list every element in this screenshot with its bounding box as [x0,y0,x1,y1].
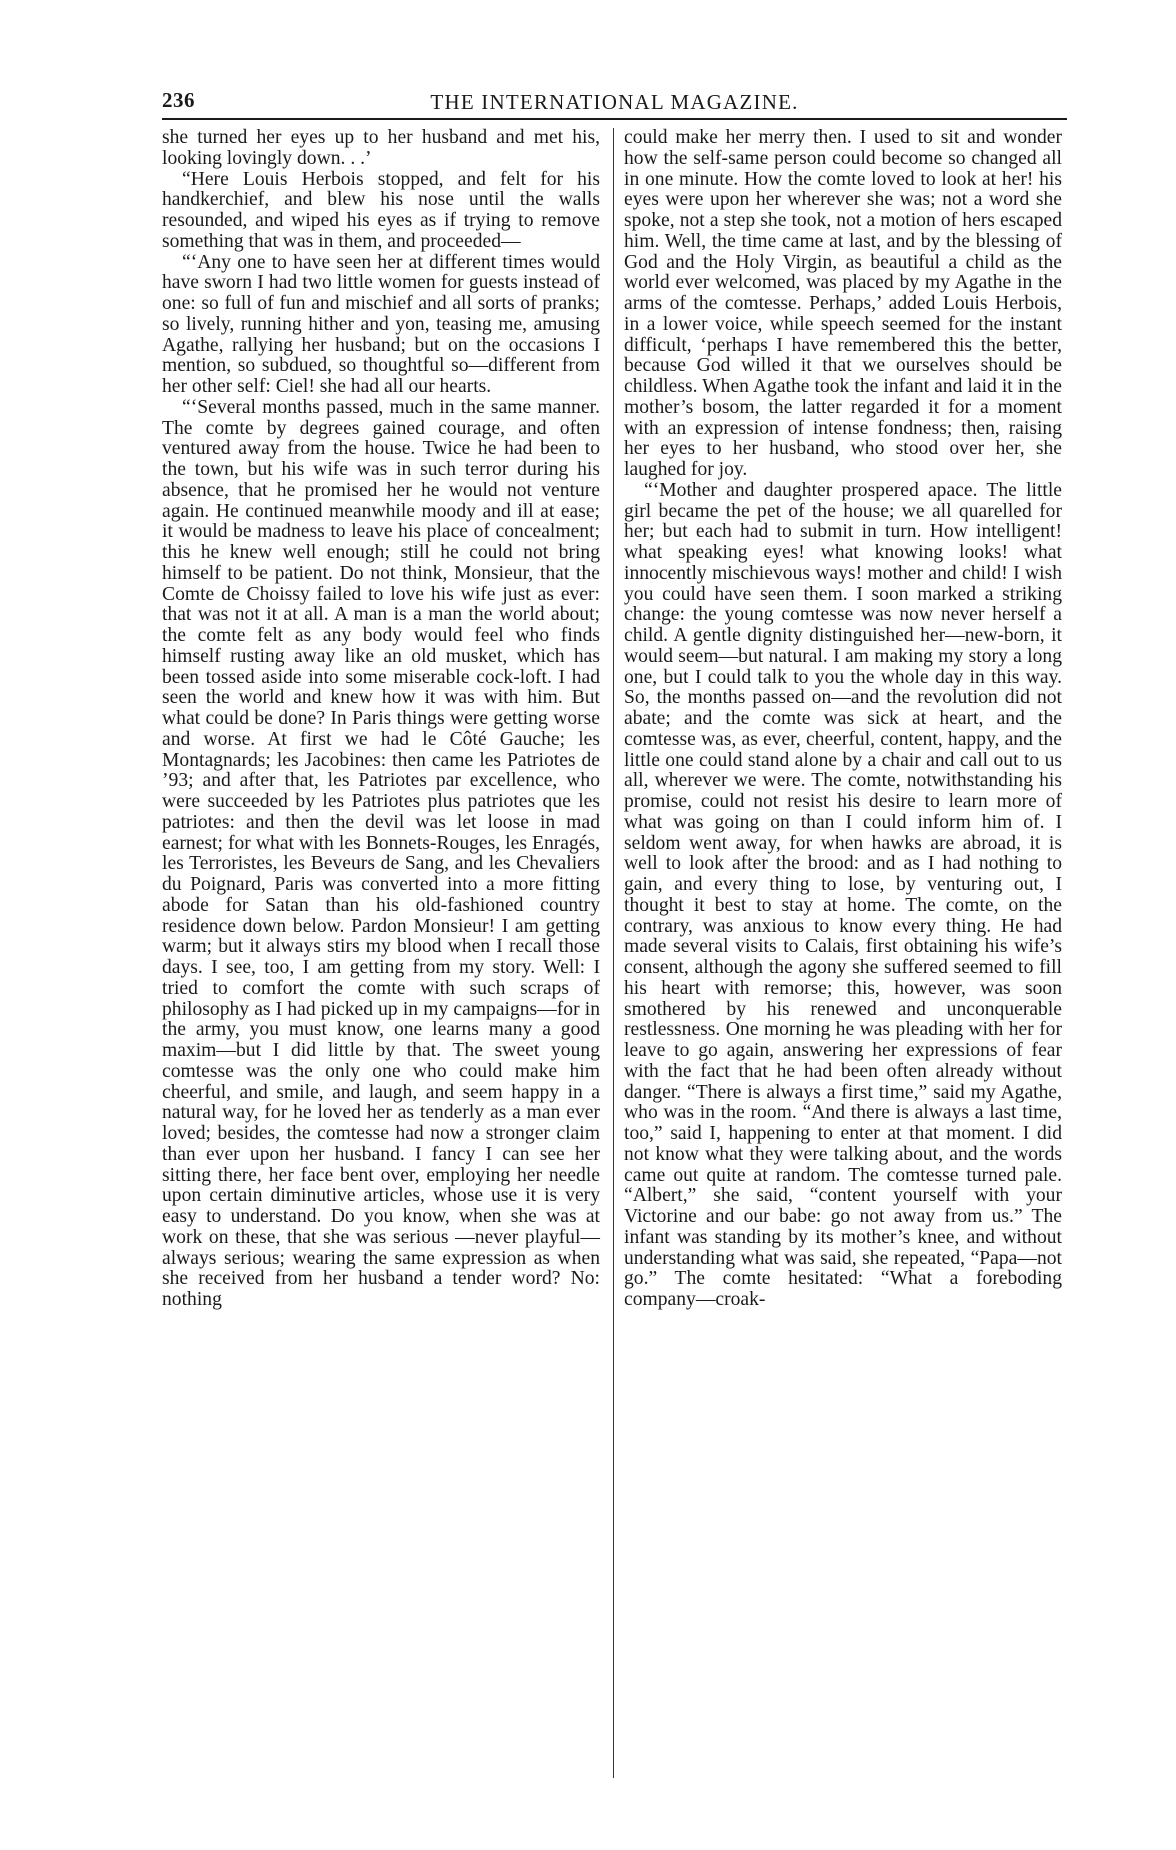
column-divider [613,128,614,1778]
paragraph: “‘Any one to have seen her at different times would have sworn I had two little women for guests instead of one: so full of fun and mischief and all sorts of pranks; so lively, running hither and yon, teasing me, amusing Agathe, rallying her husband; but on the occasions I mention, so subdued, so thoughtful so—different from her other self: Ciel! she had all our hearts. [162,251,600,397]
paragraph: she turned her eyes up to her husband and met his, looking lovingly down. . .’ [162,127,600,169]
text-columns [162,128,1067,1788]
paragraph: “‘Several months passed, much in the same manner. The comte by degrees gained courage, and often ventured away from the house. Twice he had been to the town, but his wife was in such terror during his absence, that he promised her he would not venture again. He continued meanwhile moody and ill at ease; it would be madness to leave his place of concealment; this he knew well enough; still he could not bring himself to be patient. Do not think, Monsieur, that the Comte de Choissy failed to love his wife just as ever: that was not it at all. A man is a man the world about; the comte felt as any body would feel who finds himself rusting away like an old musket, which has been tossed aside into some miserable cock-loft. I had seen the world and knew how it was with him. But what could be done? In Paris things were getting worse and worse. At first we had le Côté Gauche; les Montagnards; les Jacobines: then came les Patriotes de ’93; and after that, les Patriotes par excellence, who were succeeded by les Patriotes plus patriotes que les patriotes: and then the devil was let loose in mad earnest; for what with les Bonnets-Rouges, les Enragés, les Terroristes, les Beveurs de Sang, and les Chevaliers du Poignard, Paris was converted into a more fitting abode for Satan than his old-fashioned country residence down below. Pardon Monsieur! I am getting warm; but it always stirs my blood when I recall those days. I see, too, I am getting from my story. Well: I tried to comfort the comte with such scraps of philosophy as I had picked up in my campaigns—for in the army, you must know, one learns many a good maxim—but I did little by that. The sweet young comtesse was the only one who could make him cheerful, and smile, and laugh, and seem happy in a natural way, for he loved her as tenderly as a man ever loved; besides, the comtesse had now a stronger claim than ever upon her husband. I fancy I can see her sitting there, her face bent over, employing her needle upon certain diminutive articles, whose use it is very easy to understand. Do you know, when she was at work on these, that she was serious —never playful—always serious; wearing the same expression as when she received from her husband a tender word? No: nothing [162,396,600,1310]
left-column [162,128,600,1311]
paragraph: could make her merry then. I used to sit and wonder how the self-same person could become so changed all in one minute. How the comte loved to look at her! his eyes were upon her wherever she was; not a word she spoke, not a step she took, not a motion of hers escaped him. Well, the time came at last, and by the blessing of God and the Holy Virgin, as beautiful a child as the world ever welcomed, was placed by my Agathe in the arms of the comtesse. Perhaps,’ added Louis Herbois, in a lower voice, while speech seemed for the instant difficult, ‘perhaps I have remembered this the better, because God willed it that we ourselves should be childless. When Agathe took the infant and laid it in the mother’s bosom, the latter regarded it for a moment with an expression of intense fondness; then, raising her eyes to her husband, who stood over her, she laughed for joy. [624,127,1062,480]
running-title: THE INTERNATIONAL MAGAZINE. [430,90,799,114]
magazine-page [162,88,1067,1808]
page-number: 236 [162,88,195,112]
right-column [624,128,1062,1311]
paragraph: “‘Mother and daughter prospered apace. The little girl became the pet of the house; we all quarelled for her; but each had to submit in turn. How intelligent! what speaking eyes! what knowing looks! what innocently mischievous ways! mother and child! I wish you could have seen them. I soon marked a striking change: the young comtesse was now never herself a child. A gentle dignity distinguished her—new-born, it would seem—but natural. I am making my story a long one, but I could talk to you the whole day in this way. So, the months passed on—and the revolution did not abate; and the comte was sick at heart, and the comtesse was, as ever, cheerful, content, happy, and the little one could stand alone by a chair and call out to us all, wherever we were. The comte, notwithstanding his promise, could not resist his desire to learn more of what was going on than I could inform him of. I seldom went away, for when hawks are abroad, it is well to look after the brood: and as I had nothing to gain, and every thing to lose, by venturing out, I thought it best to stay at home. The comte, on the contrary, was anxious to know every thing. He had made several visits to Calais, first obtaining his wife’s consent, although the agony she suffered seemed to fill his heart with remorse; this, however, was soon smothered by his renewed and unconquerable restlessness. One morning he was pleading with her for leave to go again, answering her expressions of fear with the fact that he had been often already without danger. “There is always a first time,” said my Agathe, who was in the room. “And there is always a last time, too,” said I, happening to enter at that moment. I did not know what they were talking about, and the words came out quite at random. The comtesse turned pale. “Albert,” she said, “content yourself with your Victorine and our babe: go not away from us.” The infant was standing by its mother’s knee, and without understanding what was said, she repeated, “Papa—not go.” The comte hesitated: “What a foreboding company—croak- [624,479,1062,1310]
page-header [162,88,1067,120]
paragraph: “Here Louis Herbois stopped, and felt for his handkerchief, and blew his nose until the walls resounded, and wiped his eyes as if trying to remove something that was in them, and proceeded— [162,168,600,252]
